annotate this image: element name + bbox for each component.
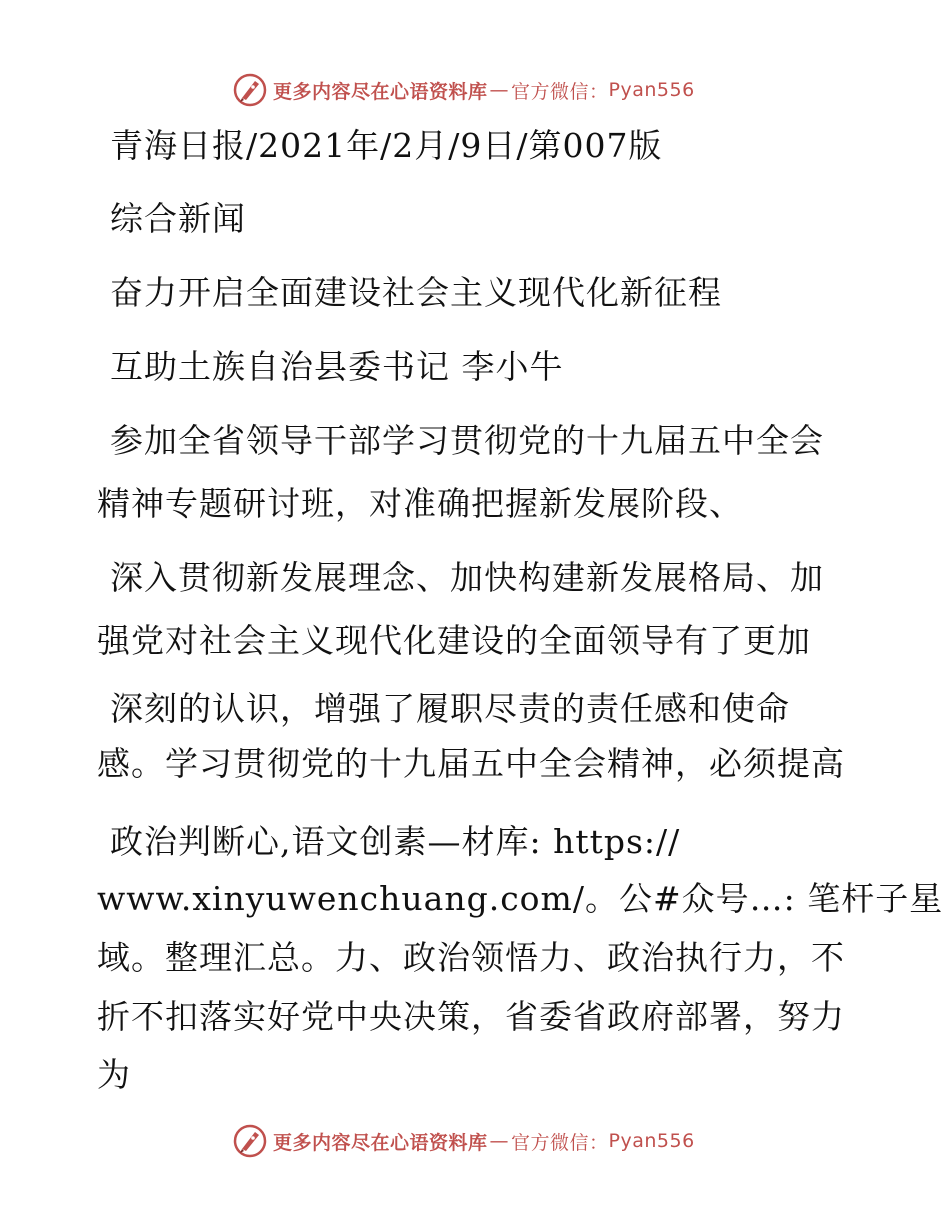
document-text-line: 深入贯彻新发展理念、加快构建新发展格局、加 xyxy=(110,558,824,597)
document-text-line: 域。整理汇总。力、政治领悟力、政治执行力，不 xyxy=(97,938,845,977)
watermark-dash: — xyxy=(489,1130,510,1152)
document-text-line: 折不扣落实好党中央决策，省委省政府部署，努力 xyxy=(97,997,845,1036)
quill-pen-logo-icon xyxy=(233,73,267,107)
watermark-brand: 更多内容尽在心语资料库 xyxy=(273,1131,488,1154)
footer-watermark xyxy=(233,1124,695,1158)
document-text-line: 强党对社会主义现代化建设的全面领导有了更加 xyxy=(97,621,811,660)
document-section-line: 综合新闻 xyxy=(110,199,246,238)
quill-pen-logo-icon xyxy=(233,1124,267,1158)
document-source-line: 青海日报/2021年/2月/9日/第007版 xyxy=(110,126,663,165)
watermark-wechat-label: 官方微信： xyxy=(511,1131,609,1154)
document-text-line: www.xinyuwenchuang.com/。公#众号…: 笔杆子星 xyxy=(97,879,944,918)
watermark-wechat-id: Pyan556 xyxy=(608,79,695,101)
watermark-wechat-label: 官方微信： xyxy=(511,80,609,103)
document-text-line: 政治判断心,语文创素—材库: https:// xyxy=(110,822,681,861)
document-text-line: 精神专题研讨班，对准确把握新发展阶段、 xyxy=(97,484,743,523)
document-byline: 互助土族自治县委书记 李小牛 xyxy=(110,347,564,386)
header-watermark xyxy=(233,73,695,107)
document-text-line: 参加全省领导干部学习贯彻党的十九届五中全会 xyxy=(110,421,824,460)
watermark-brand: 更多内容尽在心语资料库 xyxy=(273,80,488,103)
document-headline: 奋力开启全面建设社会主义现代化新征程 xyxy=(110,273,722,312)
document-text-line: 为 xyxy=(97,1055,131,1094)
document-text-line: 感。学习贯彻党的十九届五中全会精神，必须提高 xyxy=(97,744,845,783)
watermark-wechat-id: Pyan556 xyxy=(608,1130,695,1152)
document-text-line: 深刻的认识，增强了履职尽责的责任感和使命 xyxy=(110,689,790,728)
watermark-dash: — xyxy=(489,79,510,101)
